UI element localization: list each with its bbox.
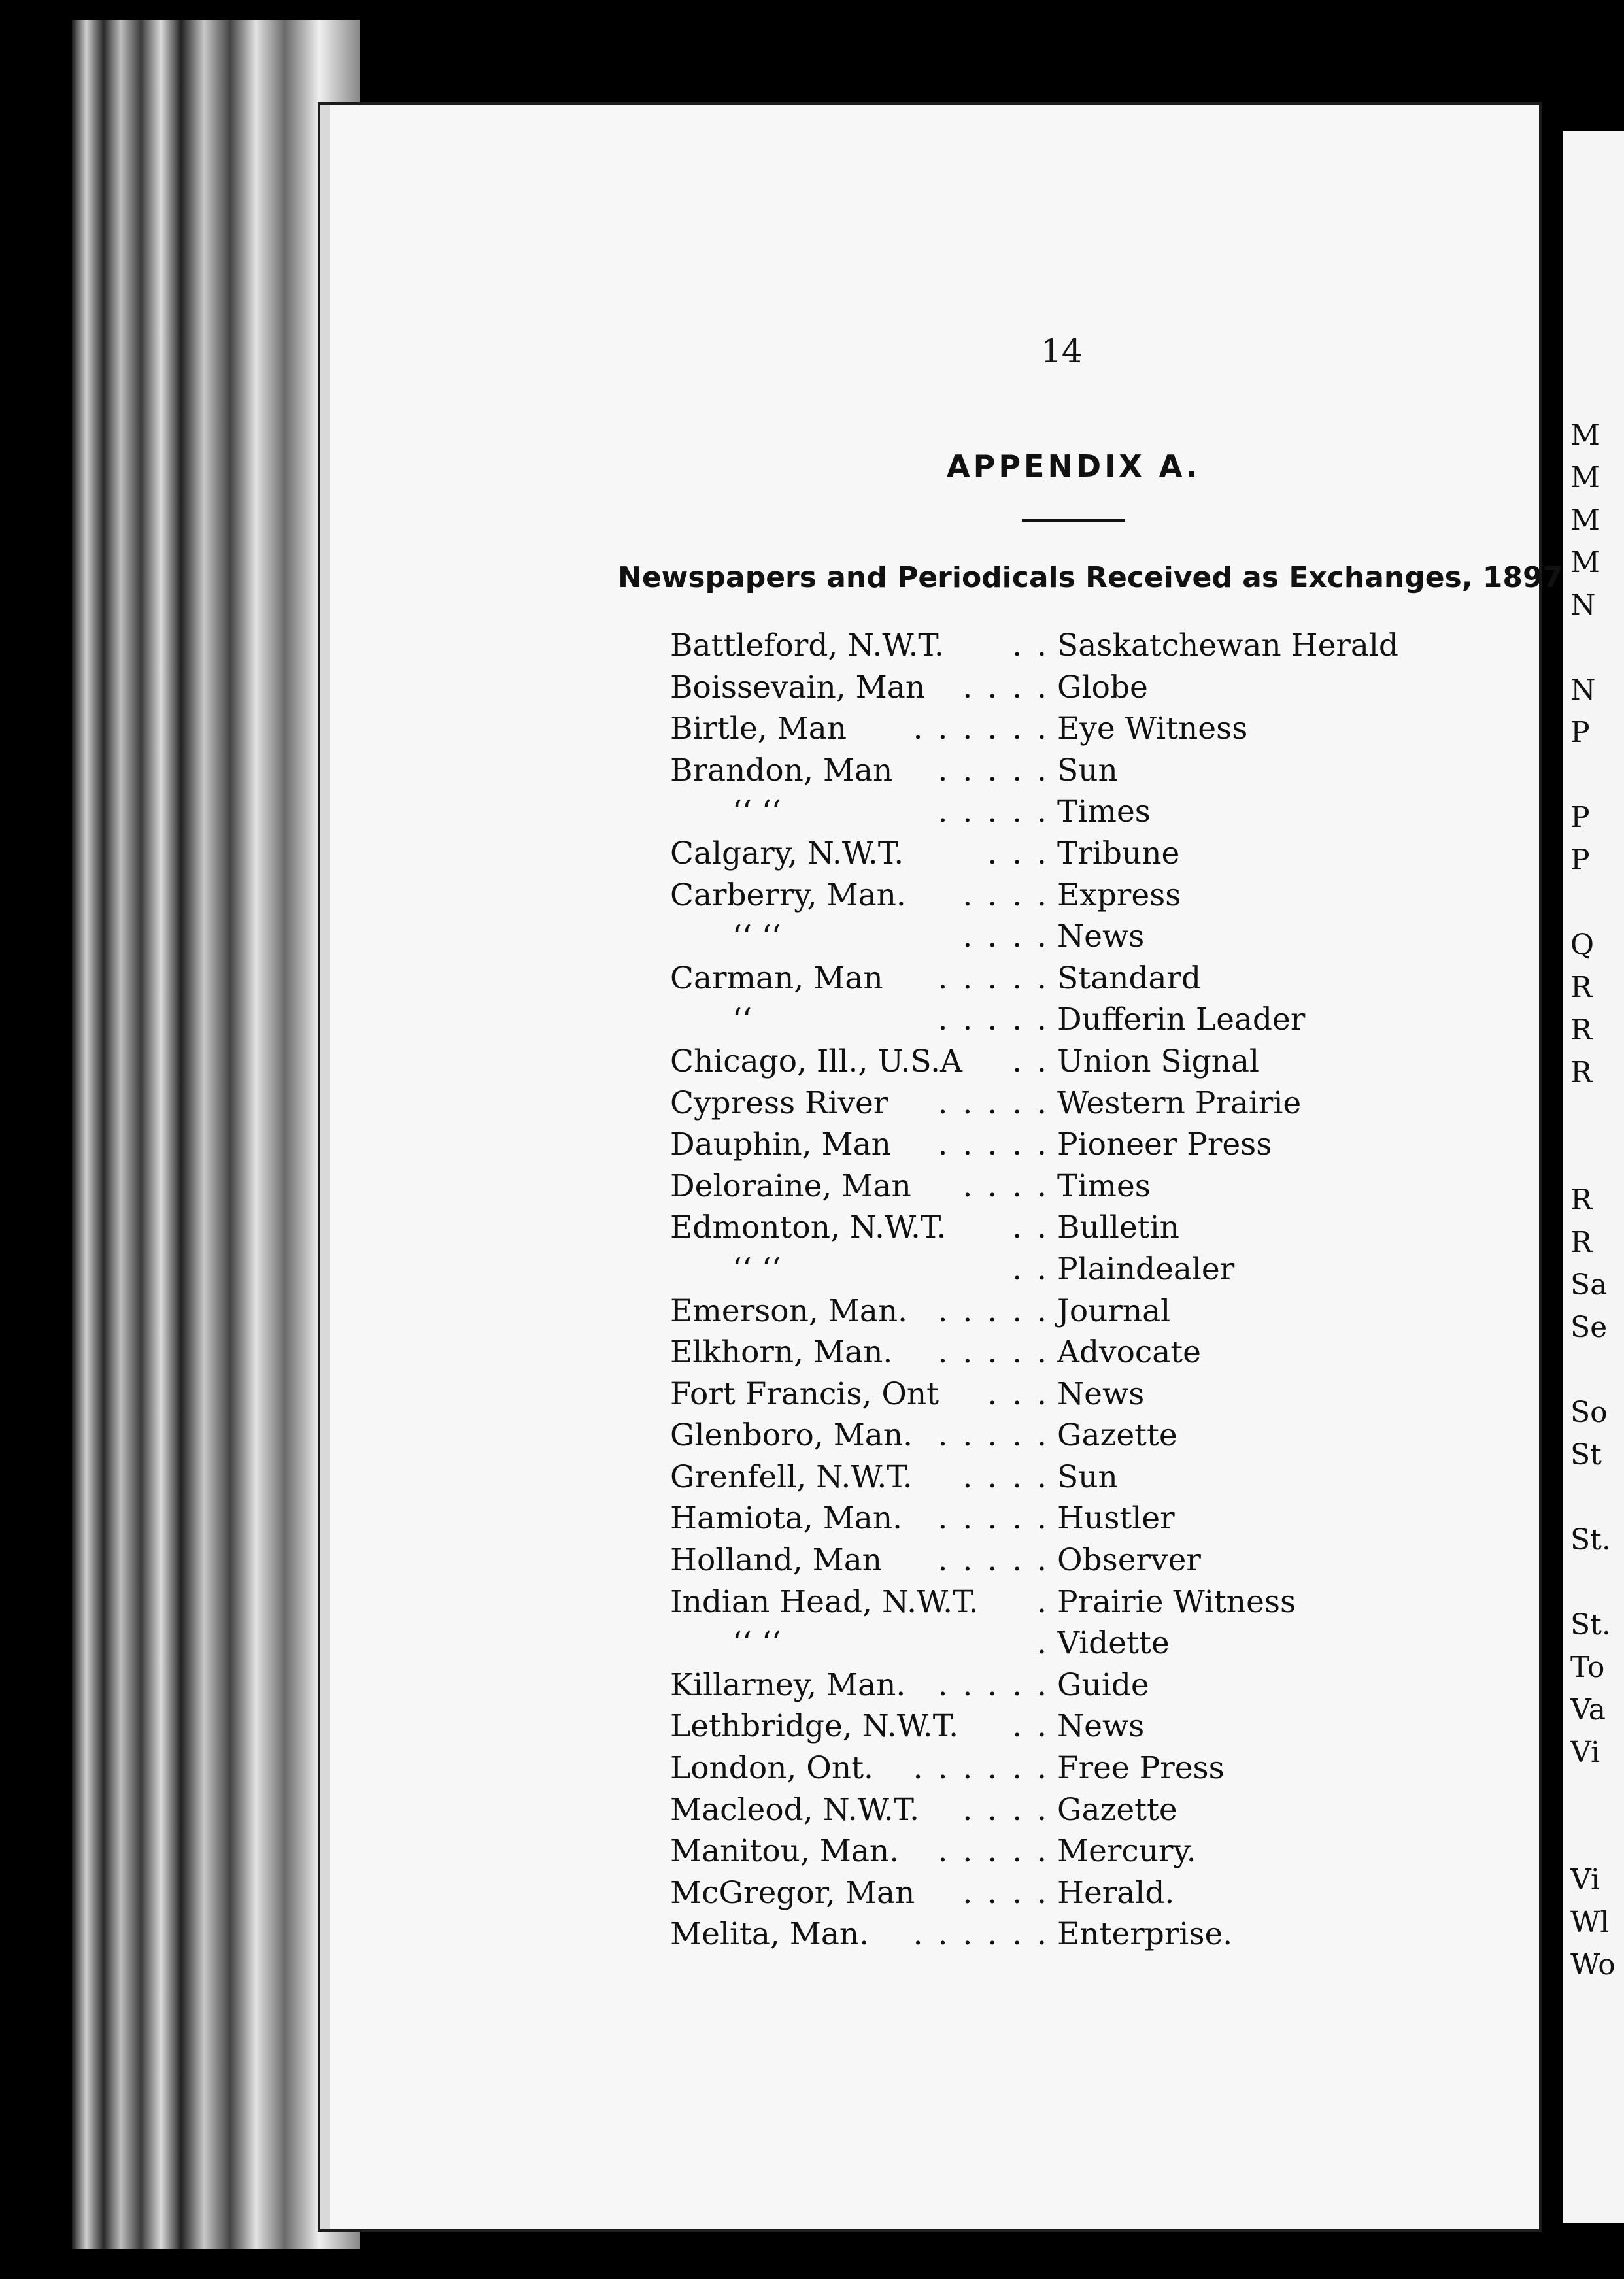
entry-newspaper: Sun [1057, 752, 1118, 788]
entry-leader: . . . [987, 835, 1049, 871]
entry-newspaper: Gazette [1057, 1417, 1177, 1454]
entry-place: Elkhorn, Man. [670, 1334, 893, 1371]
next-page-fragment: Vi [1570, 1736, 1600, 1769]
next-page-fragment: P [1570, 801, 1590, 834]
entry-newspaper: Western Prairie [1057, 1085, 1302, 1121]
entry-leader: . . [1012, 1708, 1049, 1745]
entry-place: Fort Francis, Ont [670, 1376, 939, 1412]
entry-newspaper: Standard [1057, 960, 1202, 996]
next-page-fragment: Wo [1570, 1948, 1616, 1982]
next-page-fragment: N [1570, 588, 1596, 622]
next-page-fragment: Sa [1570, 1268, 1608, 1302]
entry-leader: . . . . . [938, 1085, 1049, 1121]
entry-newspaper: Times [1057, 1168, 1151, 1204]
entry-newspaper: Observer [1057, 1542, 1201, 1579]
entry-leader: . . . . . [938, 960, 1049, 996]
entry-place: ‘‘ ‘‘ [732, 1251, 781, 1287]
next-page-fragment: St. [1570, 1608, 1611, 1642]
entry-newspaper: Herald. [1057, 1874, 1175, 1911]
entry-newspaper: Sun [1057, 1459, 1118, 1495]
entry-leader: . . . . . [938, 752, 1049, 788]
entry-newspaper: Plaindealer [1057, 1251, 1235, 1287]
entry-place: Macleod, N.W.T. [670, 1791, 920, 1828]
entry-newspaper: News [1057, 919, 1145, 955]
entry-place: Lethbridge, N.W.T. [670, 1708, 959, 1745]
entry-newspaper: Express [1057, 877, 1181, 913]
entry-place: ‘‘ [732, 1002, 752, 1038]
next-page-fragment: St [1570, 1438, 1602, 1472]
entry-place: Birtle, Man [670, 711, 847, 747]
next-page-fragment: Wl [1570, 1906, 1610, 1939]
next-page-fragment: Q [1570, 928, 1595, 962]
entry-newspaper: Enterprise. [1057, 1916, 1233, 1953]
entry-place: Grenfell, N.W.T. [670, 1459, 913, 1495]
entry-newspaper: Advocate [1057, 1334, 1201, 1371]
entry-newspaper: Bulletin [1057, 1209, 1179, 1246]
entry-leader: . . [1012, 1251, 1049, 1287]
entry-newspaper: Guide [1057, 1666, 1149, 1703]
entry-place: Cypress River [670, 1085, 888, 1121]
next-page-fragment: P [1570, 716, 1590, 749]
entry-leader: . . . . . [938, 1666, 1049, 1703]
entry-leader: . . . . [962, 1459, 1049, 1495]
entry-place: Dauphin, Man [670, 1126, 891, 1163]
entry-leader: . . . . . . [913, 1750, 1049, 1787]
page-number: 14 [1041, 332, 1083, 370]
entry-leader: . [1037, 1625, 1049, 1662]
next-page-fragment: To [1570, 1651, 1605, 1684]
entry-place: ‘‘ ‘‘ [732, 794, 781, 830]
entry-place: Indian Head, N.W.T. [670, 1583, 979, 1620]
entry-place: Battleford, N.W.T. [670, 628, 944, 664]
next-page-fragment: Se [1570, 1311, 1608, 1344]
entry-place: ‘‘ ‘‘ [732, 919, 781, 955]
next-page-fragment: P [1570, 843, 1590, 877]
entry-leader: . . . . . [938, 1126, 1049, 1163]
entry-leader: . . . . . [938, 1500, 1049, 1537]
entry-leader: . . . [987, 1376, 1049, 1412]
title-rule [1022, 519, 1125, 522]
next-page-fragment: R [1570, 1056, 1593, 1089]
entry-leader: . . . . [962, 877, 1049, 913]
entry-place: Chicago, Ill., U.S.A [670, 1043, 962, 1079]
entry-place: Brandon, Man [670, 752, 893, 788]
entry-newspaper: Prairie Witness [1057, 1583, 1296, 1620]
entry-leader: . . . . . [938, 1833, 1049, 1870]
entry-place: Hamiota, Man. [670, 1500, 903, 1537]
entry-leader: . . . . [962, 1168, 1049, 1204]
entry-leader: . . . . . . [913, 711, 1049, 747]
book-page-edges [72, 20, 360, 2249]
entry-leader: . . . . . [938, 794, 1049, 830]
entry-place: Deloraine, Man [670, 1168, 911, 1204]
entry-place: Holland, Man [670, 1542, 883, 1579]
entry-place: London, Ont. [670, 1750, 873, 1787]
entry-leader: . . [1012, 1209, 1049, 1246]
entry-place: McGregor, Man [670, 1874, 915, 1911]
entry-place: Killarney, Man. [670, 1666, 906, 1703]
next-page-fragment: M [1570, 418, 1600, 452]
entry-newspaper: Gazette [1057, 1791, 1177, 1828]
next-page-fragment: M [1570, 546, 1600, 579]
entry-leader: . . . . . [938, 1292, 1049, 1329]
next-page-fragment: Vi [1570, 1863, 1600, 1897]
entry-place: Boissevain, Man [670, 669, 926, 705]
entry-newspaper: Mercury. [1057, 1833, 1196, 1870]
entry-leader: . . . . [962, 1874, 1049, 1911]
entry-newspaper: Saskatchewan Herald [1057, 628, 1399, 664]
entry-leader: . . . . . [938, 1417, 1049, 1454]
entry-newspaper: Times [1057, 794, 1151, 830]
next-page-fragment: R [1570, 971, 1593, 1004]
entry-leader: . . [1012, 1043, 1049, 1079]
entry-leader: . . [1012, 628, 1049, 664]
next-page-fragment: St. [1570, 1523, 1611, 1557]
entry-newspaper: Free Press [1057, 1750, 1225, 1787]
entry-newspaper: Union Signal [1057, 1043, 1260, 1079]
entry-newspaper: News [1057, 1708, 1145, 1745]
section-subtitle: Newspapers and Periodicals Received as Exchanges, 1897 [618, 561, 1563, 594]
entry-leader: . . . . [962, 1791, 1049, 1828]
entry-place: Calgary, N.W.T. [670, 835, 904, 871]
next-page-fragment: N [1570, 673, 1596, 707]
next-page-fragment: R [1570, 1183, 1593, 1217]
entry-place: Glenboro, Man. [670, 1417, 913, 1454]
next-page-fragment: M [1570, 503, 1600, 537]
next-page-fragment: R [1570, 1226, 1593, 1259]
entry-place: Manitou, Man. [670, 1833, 900, 1870]
entry-newspaper: Tribune [1057, 835, 1180, 871]
entry-newspaper: Eye Witness [1057, 711, 1248, 747]
entry-newspaper: Hustler [1057, 1500, 1175, 1537]
entry-place: Carberry, Man. [670, 877, 906, 913]
entry-place: Emerson, Man. [670, 1292, 908, 1329]
next-page-fragment: M [1570, 461, 1600, 494]
entry-leader: . . . . . [938, 1002, 1049, 1038]
entry-leader: . . . . . . [913, 1916, 1049, 1953]
entry-newspaper: Pioneer Press [1057, 1126, 1272, 1163]
entry-leader: . [1037, 1583, 1049, 1620]
entry-place: Melita, Man. [670, 1916, 870, 1953]
entry-newspaper: News [1057, 1376, 1145, 1412]
next-page-fragment: Va [1570, 1693, 1606, 1727]
entry-newspaper: Vidette [1057, 1625, 1170, 1662]
appendix-title: APPENDIX A. [947, 448, 1201, 484]
entry-newspaper: Globe [1057, 669, 1148, 705]
entry-newspaper: Dufferin Leader [1057, 1002, 1306, 1038]
entry-place: ‘‘ ‘‘ [732, 1625, 781, 1662]
entry-place: Carman, Man [670, 960, 883, 996]
entry-leader: . . . . . [938, 1542, 1049, 1579]
next-page-fragment: R [1570, 1013, 1593, 1047]
entry-newspaper: Journal [1057, 1292, 1171, 1329]
entry-leader: . . . . [962, 919, 1049, 955]
entry-leader: . . . . . [938, 1334, 1049, 1371]
entry-leader: . . . . [962, 669, 1049, 705]
next-page-edge [1563, 131, 1624, 2223]
entry-place: Edmonton, N.W.T. [670, 1209, 947, 1246]
next-page-fragment: So [1570, 1396, 1608, 1429]
